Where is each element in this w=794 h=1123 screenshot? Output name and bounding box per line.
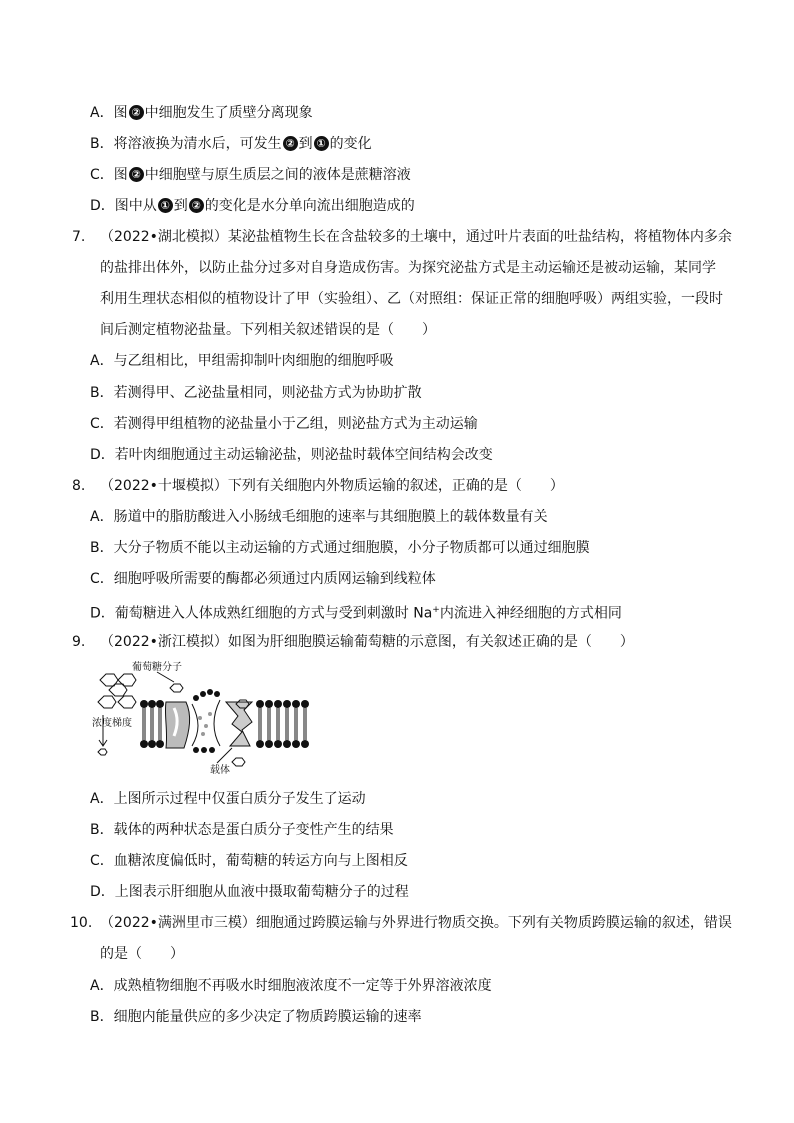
circled-number: ② [189,198,204,213]
figure-svg [92,660,322,775]
q7-option-c: C．若测得甲组植物的泌盐量小于乙组，则泌盐方式为主动运输 [90,416,478,432]
q10-option-a: A．成熟植物细胞不再吸水时细胞液浓度不一定等于外界溶液浓度 [90,978,492,994]
q8-option-c: C．细胞呼吸所需要的酶都必须通过内质网运输到线粒体 [90,571,436,587]
question-stem-line: 的盐排出体外，以防止盐分过多对自身造成伤害。为探究泌盐方式是主动运输还是被动运输，某同学 [100,260,716,276]
question-number: 8. [72,478,86,494]
q8-option-a: A．肠道中的脂肪酸进入小肠绒毛细胞的速率与其细胞膜上的载体数量有关 [90,509,548,525]
option-text: C．图 [90,167,128,183]
question-number: 9. [72,634,86,650]
carrier-protein-1 [165,702,189,748]
question-stem-line: （2022•十堰模拟）下列有关细胞内外物质运输的叙述，正确的是（ ） [100,478,564,494]
q6-option-a [90,103,313,123]
q10-option-b: B．细胞内能量供应的多少决定了物质跨膜运输的速率 [90,1009,422,1025]
option-text: B．将溶液换为清水后，可发生 [90,136,282,152]
option-text: D．葡萄糖进入人体成熟红细胞的方式与受到刺激时 Na [90,605,433,622]
circled-number: ① [314,136,329,151]
option-text: 的变化 [329,136,372,152]
q9-option-a: A．上图所示过程中仅蛋白质分子发生了运动 [90,791,366,807]
carrier-protein-2 [226,700,252,746]
question-stem-line: 的是（ ） [100,946,184,962]
q7-option-a: A．与乙组相比，甲组需抑制叶肉细胞的细胞呼吸 [90,353,394,369]
q6-option-d [90,196,415,216]
q6-option-c [90,165,411,185]
glucose-hexagon [98,696,116,708]
q9-option-c: C．血糖浓度偏低时，葡萄糖的转运方向与上图相反 [90,853,408,869]
question-number: 7. [72,229,86,245]
option-text: 到 [298,136,313,152]
question-stem-line: （2022•浙江模拟）如图为肝细胞膜运输葡萄糖的示意图，有关叙述正确的是（ ） [100,634,634,650]
phospholipid-bilayer-middle [192,689,220,753]
glucose-hexagon [118,696,136,708]
glucose-hexagon [232,758,245,766]
option-text: 到 [173,198,188,214]
superscript: + [432,605,440,615]
q8-option-b: B．大分子物质不能以主动运输的方式通过细胞膜，小分子物质都可以通过细胞膜 [90,540,590,556]
circled-number: ② [283,136,298,151]
label-carrier: 载体 [210,765,230,775]
q6-option-b [90,134,372,154]
label-glucose: 葡萄糖分子 [132,662,182,673]
q7-option-b: B．若测得甲、乙泌盐量相同，则泌盐方式为协助扩散 [90,385,422,401]
option-text: 中细胞壁与原生质层之间的液体是蔗糖溶液 [144,167,411,183]
question-stem-line: （2022•满洲里市三模）细胞通过跨膜运输与外界进行物质交换。下列有关物质跨膜运输的叙述，错误 [100,915,732,931]
q9-option-b: B．载体的两种状态是蛋白质分子变性产生的结果 [90,822,394,838]
circled-number: ① [158,198,173,213]
q9-option-d: D．上图表示肝细胞从血液中摄取葡萄糖分子的过程 [90,884,409,900]
question-stem-line: 间后测定植物泌盐量。下列相关叙述错误的是（ ） [100,322,436,338]
membrane-transport-figure [92,660,322,775]
phospholipid-bilayer-left [140,700,164,748]
phospholipid-bilayer-right [256,700,309,748]
question-stem-line: （2022•湖北模拟）某泌盐植物生长在含盐较多的土壤中，通过叶片表面的吐盐结构，将植物体内多余 [100,229,732,245]
option-text: D．图中从 [90,198,157,214]
option-text: 内流进入神经细胞的方式相同 [439,605,622,622]
label-gradient: 浓度梯度 [92,718,132,729]
option-text: 的变化是水分单向流出细胞造成的 [204,198,415,214]
q7-option-d: D．若叶肉细胞通过主动运输泌盐，则泌盐时载体空间结构会改变 [90,447,493,463]
circled-number: ② [129,167,144,182]
circled-number: ② [129,105,144,120]
glucose-hexagon [98,749,107,755]
glucose-hexagon [170,684,183,692]
option-text: 中细胞发生了质壁分离现象 [144,105,313,121]
question-stem-line: 利用生理状态相似的植物设计了甲（实验组）、乙（对照组：保证正常的细胞呼吸）两组实验，一段时 [100,291,723,307]
question-number: 10. [70,915,93,931]
q8-option-d [90,600,622,624]
option-text: A．图 [90,105,128,121]
